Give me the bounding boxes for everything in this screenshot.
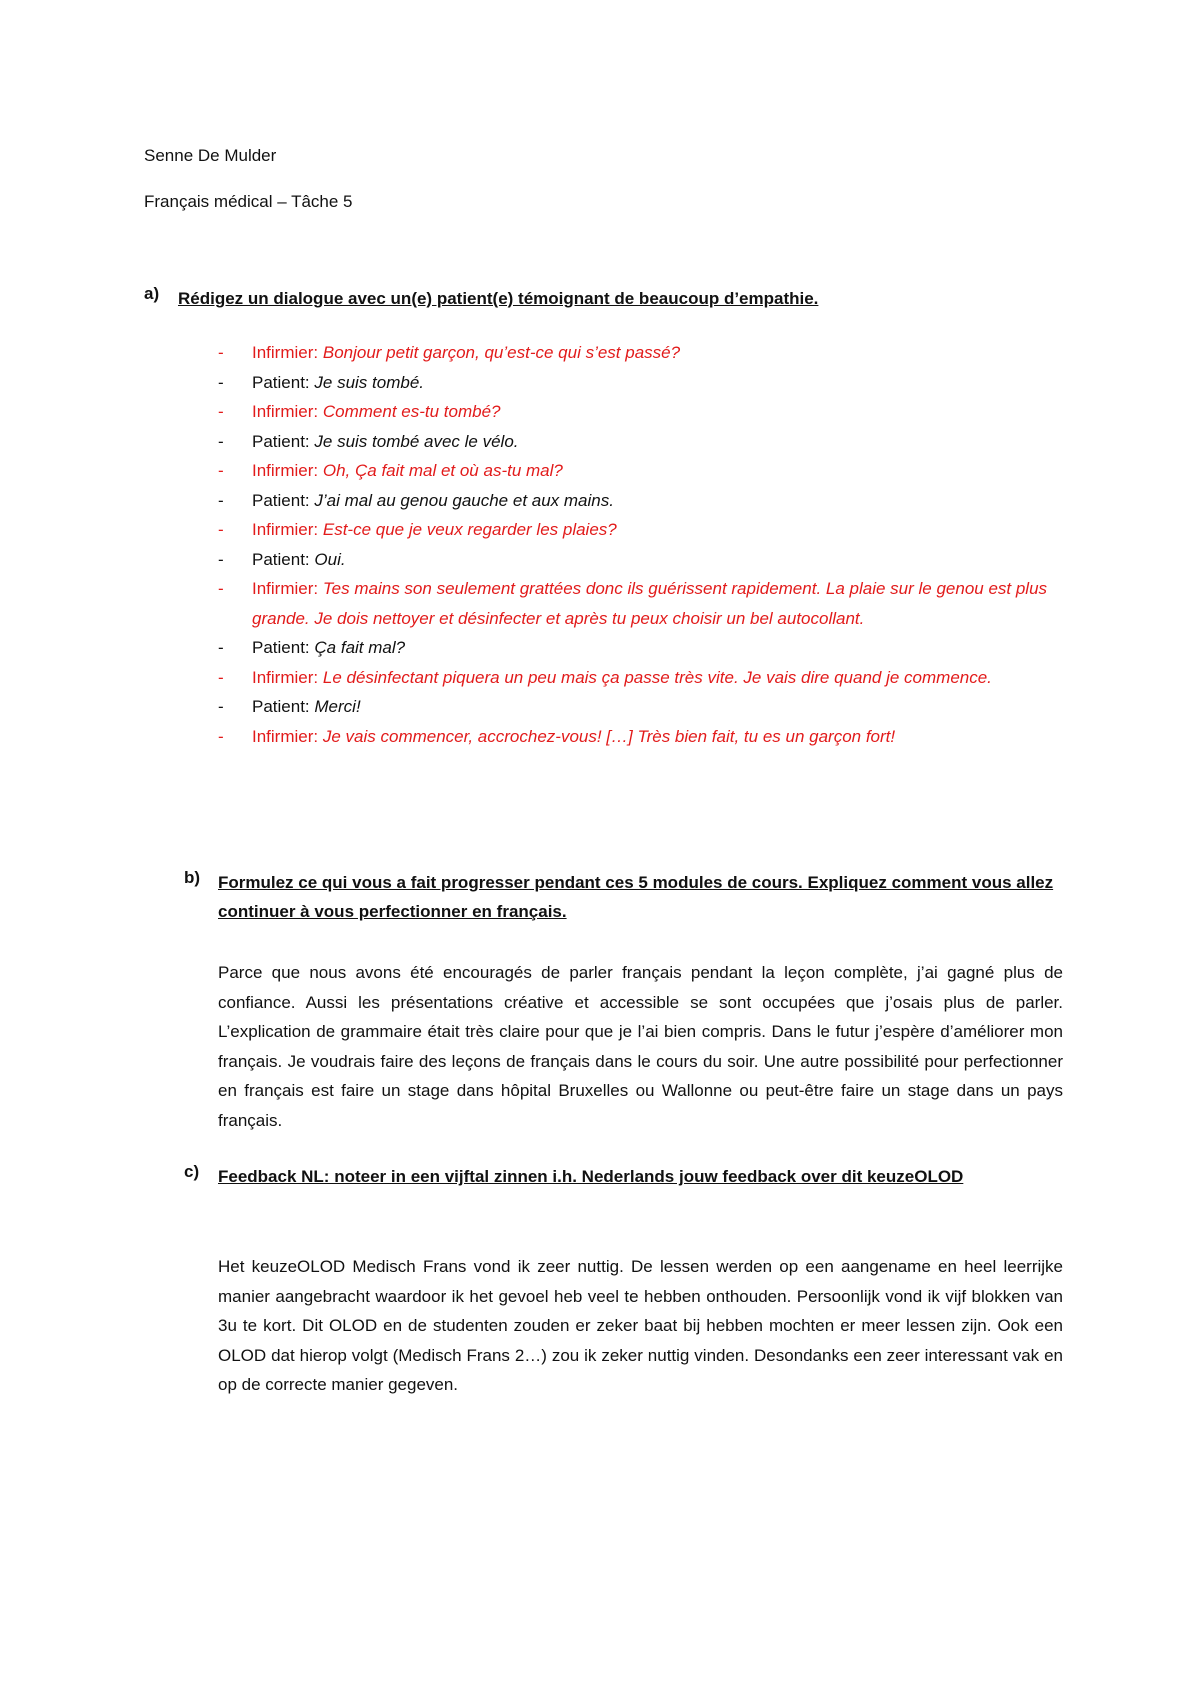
speaker: Infirmier: bbox=[252, 667, 319, 687]
dash-marker: - bbox=[218, 726, 224, 746]
section-a-title: Rédigez un dialogue avec un(e) patient(e) témoignant de beaucoup d’empathie. bbox=[178, 289, 819, 308]
speaker: Infirmier: bbox=[252, 726, 319, 746]
speaker: Infirmier: bbox=[252, 520, 319, 539]
dialogue-line bbox=[218, 663, 1058, 693]
dialogue-line bbox=[218, 633, 1058, 663]
dash-marker: - bbox=[218, 461, 224, 480]
speaker: Infirmier: bbox=[252, 402, 319, 421]
utterance: Comment es-tu tombé? bbox=[322, 402, 501, 421]
utterance: Oui. bbox=[314, 549, 346, 569]
utterance: J’ai mal au genou gauche et aux mains. bbox=[314, 490, 614, 510]
utterance: Je vais commencer, accrochez-vous! […] Très bien fait, tu es un garçon fort! bbox=[322, 726, 896, 746]
dash-marker: - bbox=[218, 579, 224, 598]
dialogue-line bbox=[218, 338, 1058, 368]
dash-marker: - bbox=[218, 431, 224, 451]
dash-marker: - bbox=[218, 343, 224, 362]
section-b-letter: b) bbox=[184, 868, 201, 887]
dash-marker: - bbox=[218, 667, 224, 687]
speaker: Patient: bbox=[252, 697, 310, 716]
dialogue-line bbox=[218, 456, 1058, 486]
utterance: Est-ce que je veux regarder les plaies? bbox=[322, 520, 617, 539]
dialogue-line bbox=[218, 486, 1058, 516]
dialogue-line bbox=[218, 692, 1058, 722]
course-title: Français médical – Tâche 5 bbox=[144, 192, 353, 211]
dash-marker: - bbox=[218, 520, 224, 539]
utterance: Oh, Ça fait mal et où as-tu mal? bbox=[322, 461, 563, 480]
speaker: Patient: bbox=[252, 638, 310, 657]
dialogue-line bbox=[218, 397, 1058, 427]
dialogue-line bbox=[218, 545, 1058, 575]
section-c-body: Het keuzeOLOD Medisch Frans vond ik zeer nuttig. De lessen werden op een aangename en heel leerrijke manier aangebracht waardoor ik het gevoel heb veel te hebben onthouden. Persoonlijk vond ik vijf blokken van 3u te kort. Dit OLOD en de studenten zouden er zeker baat bij hebben mochten er meer lessen zijn. Ook een OLOD dat hierop volgt (Medisch Frans 2…) zou ik zeker nuttig vinden. Desondanks een zeer interessant vak en op de correcte manier gegeven. bbox=[218, 1257, 1063, 1394]
speaker: Infirmier: bbox=[252, 579, 319, 598]
section-c-letter: c) bbox=[184, 1162, 200, 1181]
speaker: Patient: bbox=[252, 490, 310, 510]
dash-marker: - bbox=[218, 549, 224, 569]
speaker: Patient: bbox=[252, 549, 310, 569]
section-c-heading bbox=[184, 1162, 978, 1191]
utterance: Je suis tombé avec le vélo. bbox=[314, 431, 519, 451]
utterance: Tes mains son seulement grattées donc ils guérissent rapidement. La plaie sur le genou est plus grande. Je dois nettoyer et désinfecter et après tu peux choisir un bel autocollant. bbox=[252, 579, 1048, 628]
utterance: Bonjour petit garçon, qu’est-ce qui s’est passé? bbox=[322, 343, 681, 362]
dash-marker: - bbox=[218, 402, 224, 421]
utterance: Je suis tombé. bbox=[314, 372, 424, 392]
dialogue-list bbox=[218, 338, 1058, 751]
dialogue-line bbox=[218, 515, 1058, 545]
speaker: Infirmier: bbox=[252, 461, 319, 480]
utterance: Le désinfectant piquera un peu mais ça passe très vite. Je vais dire quand je commence. bbox=[322, 667, 992, 687]
dialogue-line bbox=[218, 427, 1058, 457]
speaker: Patient: bbox=[252, 431, 310, 451]
speaker: Infirmier: bbox=[252, 343, 319, 362]
section-b-title: Formulez ce qui vous a fait progresser pendant ces 5 modules de cours. Expliquez comment vous allez continuer à vous perfectionner en français. bbox=[218, 873, 1054, 921]
section-c-title: Feedback NL: noteer in een vijftal zinnen i.h. Nederlands jouw feedback over dit keuzeOLOD bbox=[218, 1167, 964, 1186]
section-b-body: Parce que nous avons été encouragés de parler français pendant la leçon complète, j’ai gagné plus de confiance. Aussi les présentations créative et accessible se sont occupées que j’osais plus de parler. L’explication de grammaire était très claire pour que je l’ai bien compris. Dans le futur j’espère d’améliorer mon français. Je voudrais faire des leçons de français dans le cours du soir. Une autre possibilité pour perfectionner en français est faire un stage dans hôpital Bruxelles ou Wallonne ou peut-être faire un stage dans un pays français. bbox=[218, 963, 1063, 1130]
dash-marker: - bbox=[218, 490, 224, 510]
section-a-heading bbox=[144, 284, 1058, 313]
section-a-letter: a) bbox=[144, 284, 160, 303]
dialogue-line bbox=[218, 722, 1058, 752]
utterance: Ça fait mal? bbox=[314, 638, 406, 657]
dash-marker: - bbox=[218, 697, 224, 716]
author-name: Senne De Mulder bbox=[144, 146, 277, 165]
dialogue-line bbox=[218, 368, 1058, 398]
dash-marker: - bbox=[218, 638, 224, 657]
dialogue-line bbox=[218, 574, 1058, 633]
utterance: Merci! bbox=[314, 697, 361, 716]
speaker: Patient: bbox=[252, 372, 310, 392]
dash-marker: - bbox=[218, 372, 224, 392]
section-b-heading bbox=[184, 868, 1063, 926]
